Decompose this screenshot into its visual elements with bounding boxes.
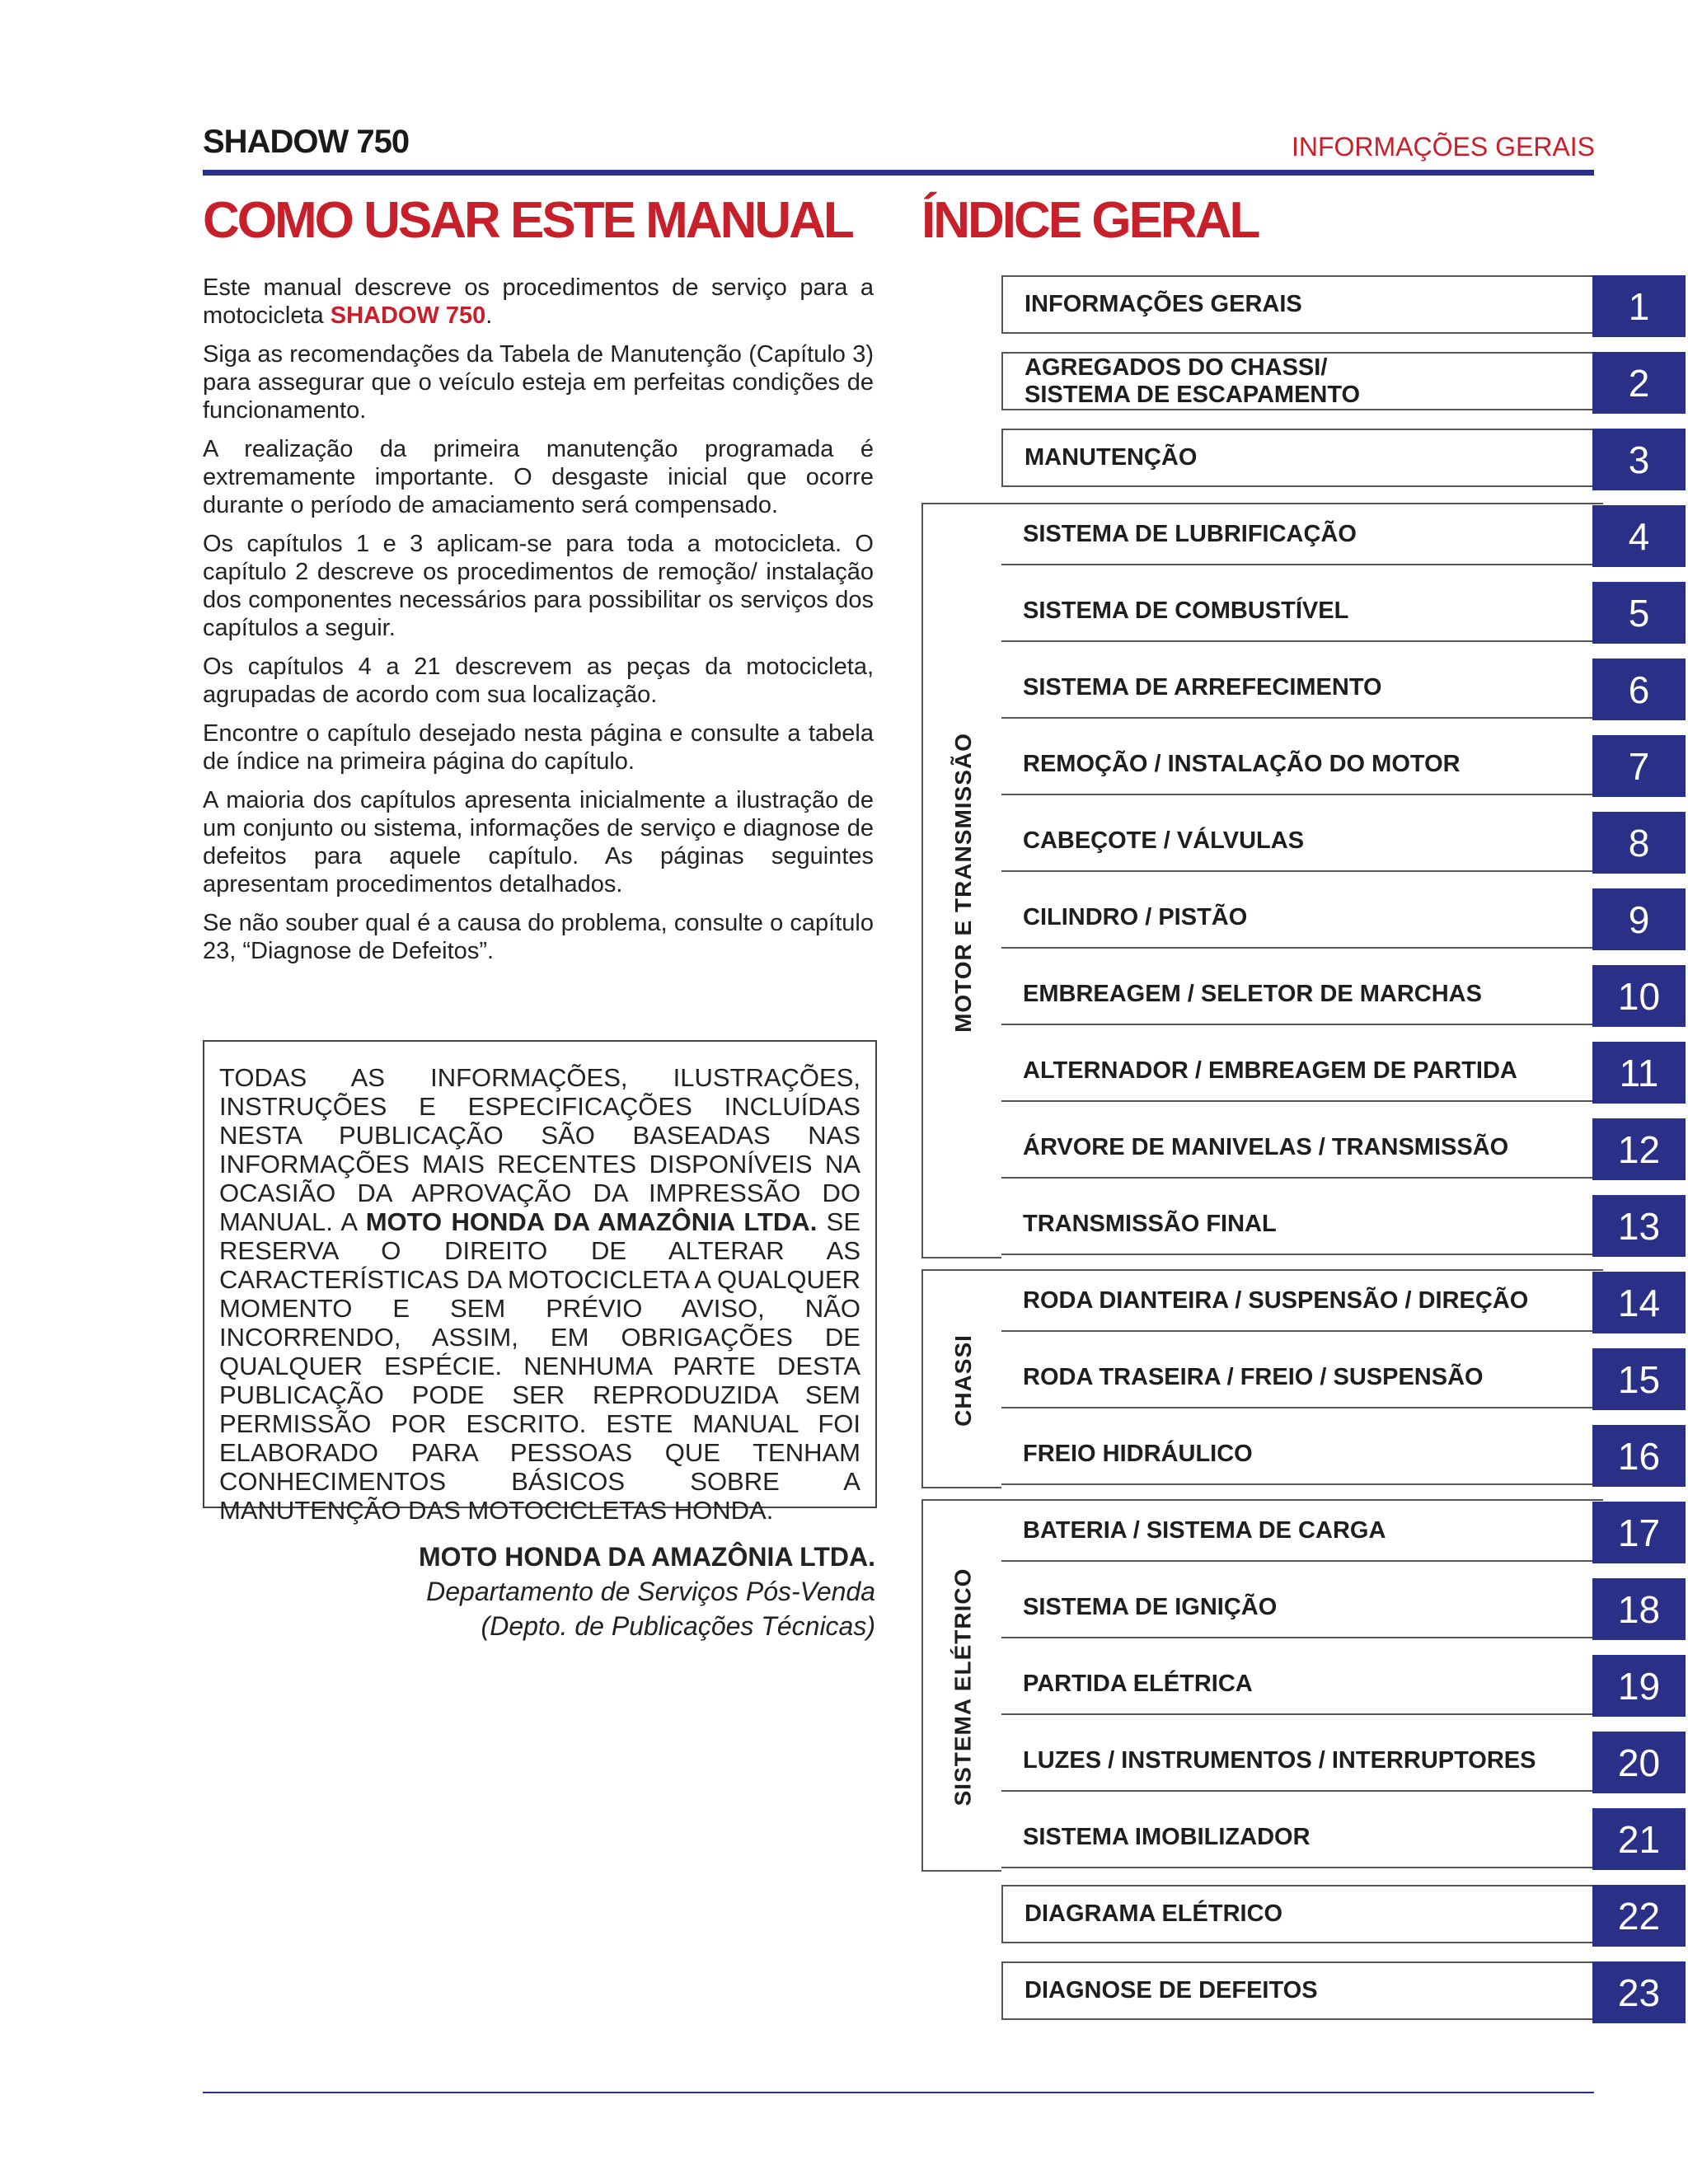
index-row-15[interactable] [1001,1348,1686,1410]
notice-text-1: TODAS AS INFORMAÇÕES, ILUSTRAÇÕES, INSTRUÇÕES E ESPECIFICAÇÕES INCLUÍDAS NESTA PUBLICAÇÃO SÃO BASEADAS NAS INFORMAÇÕES MAIS RECENTES DISPONÍVEIS NA OCASIÃO DA APROVAÇÃO DA IMPRESSÃO DO MANUAL. A [219,1063,860,1236]
index-label [1001,1578,1592,1638]
intro-paragraph [203,653,874,709]
chapter-number: 15 [1592,1348,1686,1410]
index-label-text: DIAGNOSE DE DEFEITOS [1025,1977,1318,2004]
signature [419,1540,875,1643]
intro-paragraph [203,340,874,424]
index-label [1001,1961,1592,2020]
index-row-9[interactable] [1001,888,1686,950]
header-model: SHADOW 750 [203,124,410,160]
index-label [1001,505,1592,565]
index-label [1001,1425,1592,1485]
index-row-2[interactable] [1001,352,1686,414]
index-row-8[interactable] [1001,812,1686,874]
chapter-number: 8 [1592,812,1686,874]
index-label [1001,1195,1592,1255]
group-label-text: CHASSI [950,1334,976,1427]
chapter-number: 1 [1592,275,1686,337]
index-label-text: SISTEMA DE ARREFECIMENTO [1023,674,1382,701]
index-row-4[interactable] [1001,505,1686,567]
index-row-19[interactable] [1001,1655,1686,1717]
index-label [1001,1348,1592,1408]
index-row-17[interactable] [1001,1502,1686,1563]
index-label-text: SISTEMA DE LUBRIFICAÇÃO [1023,521,1357,547]
chapter-number: 10 [1592,965,1686,1027]
chapter-number: 16 [1592,1425,1686,1487]
chapter-number: 9 [1592,888,1686,950]
chapter-number: 6 [1592,658,1686,720]
page-title-left: COMO USAR ESTE MANUAL [203,192,852,249]
group-frame [921,1269,1001,1488]
index-label [1001,1885,1592,1943]
index-label [1001,658,1592,719]
group-frame-top [921,1499,1603,1501]
index-label [1001,1655,1592,1715]
index-row-20[interactable] [1001,1732,1686,1793]
index-row-11[interactable] [1001,1042,1686,1104]
model-highlight: SHADOW 750 [330,302,486,329]
intro-paragraph-text: Encontre o capítulo desejado nesta página e consulte a tabela de índice na primeira página do capítulo. [203,720,874,775]
intro-paragraph [203,786,874,898]
group-frame-top [921,1269,1603,1271]
group-frame-top [921,503,1603,504]
index-row-18[interactable] [1001,1578,1686,1640]
index-label [1001,965,1592,1025]
intro-paragraph-text: Siga as recomendações da Tabela de Manutenção (Capítulo 3) para assegurar que o veículo esteja em perfeitas condições de funcionamento. [203,341,874,424]
index-label [1001,1042,1592,1102]
signature-subdept: (Depto. de Publicações Técnicas) [481,1611,875,1641]
index-label-text: SISTEMA DE IGNIÇÃO [1023,1594,1278,1620]
index-label-text: BATERIA / SISTEMA DE CARGA [1023,1517,1386,1544]
header-section: INFORMAÇÕES GERAIS [1291,132,1595,162]
chapter-number: 12 [1592,1118,1686,1180]
index-label-text: EMBREAGEM / SELETOR DE MARCHAS [1023,981,1482,1007]
index-label [1001,812,1592,872]
index-label [1001,1502,1592,1562]
header-rule [203,170,1594,176]
chapter-number: 20 [1592,1732,1686,1793]
chapter-number: 21 [1592,1808,1686,1870]
index-label [1001,1272,1592,1332]
chapter-number: 14 [1592,1272,1686,1333]
index-label-text: RODA DIANTEIRA / SUSPENSÃO / DIREÇÃO [1023,1287,1529,1314]
signature-dept: Departamento de Serviços Pós-Venda [426,1577,875,1606]
intro-paragraph-text: Se não souber qual é a causa do problema, consulte o capítulo 23, “Diagnose de Defeitos”. [203,910,874,964]
index-label-text: FREIO HIDRÁULICO [1023,1441,1253,1467]
intro-paragraph [203,909,874,965]
chapter-number: 11 [1592,1042,1686,1104]
index-label-text: ALTERNADOR / EMBREAGEM DE PARTIDA [1023,1057,1517,1084]
intro-paragraph-text: Os capítulos 1 e 3 aplicam-se para toda a motocicleta. O capítulo 2 descreve os procedimentos de remoção/ instalação dos componentes necessários para possibilitar os serviços dos capítulos a seguir. [203,531,874,641]
chapter-number: 5 [1592,582,1686,644]
index-row-7[interactable] [1001,735,1686,797]
index-row-6[interactable] [1001,658,1686,720]
index-row-22[interactable] [1001,1885,1686,1947]
chapter-number: 18 [1592,1578,1686,1640]
intro-text [203,274,874,976]
intro-paragraph [203,274,874,330]
intro-paragraph-text: A maioria dos capítulos apresenta inicialmente a ilustração de um conjunto ou sistema, informações de serviço e diagnose de defeitos para aquele capítulo. As páginas seguintes apresentam procedimentos detalhados. [203,787,874,898]
intro-paragraph-text: Este manual descreve os procedimentos de serviço para a motocicleta [203,274,874,329]
group-label [923,504,1003,1260]
intro-paragraph-text: A realização da primeira manutenção programada é extremamente importante. O desgaste inicial que ocorre durante o período de amaciamento será compensado. [203,436,874,518]
index-label [1001,1808,1592,1868]
index-row-23[interactable] [1001,1961,1686,2023]
index-row-3[interactable] [1001,429,1686,490]
index-label-text: ÁRVORE DE MANIVELAS / TRANSMISSÃO [1023,1134,1509,1160]
chapter-number: 4 [1592,505,1686,567]
group-label [923,1501,1003,1873]
index-label [1001,1732,1592,1792]
index-label-text: AGREGADOS DO CHASSI/ SISTEMA DE ESCAPAMENTO [1025,354,1361,408]
index-label-text: TRANSMISSÃO FINAL [1023,1211,1277,1237]
index-label-text: SISTEMA DE COMBUSTÍVEL [1023,598,1349,624]
chapter-number: 3 [1592,429,1686,490]
group-frame [921,503,1001,1258]
index-row-12[interactable] [1001,1118,1686,1180]
notice-company: MOTO HONDA DA AMAZÔNIA LTDA. [365,1207,818,1236]
intro-paragraph [203,530,874,642]
index-label [1001,1118,1592,1179]
intro-paragraph [203,719,874,776]
index-label-text: CABEÇOTE / VÁLVULAS [1023,827,1305,854]
index-label [1001,735,1592,795]
index-label [1001,275,1592,334]
chapter-number: 23 [1592,1961,1686,2023]
group-label [923,1271,1003,1490]
index-label-text: REMOÇÃO / INSTALAÇÃO DO MOTOR [1023,751,1461,777]
index-label-text: RODA TRASEIRA / FREIO / SUSPENSÃO [1023,1364,1484,1390]
index-label-text: LUZES / INSTRUMENTOS / INTERRUPTORES [1023,1747,1536,1774]
chapter-number: 2 [1592,352,1686,414]
index-row-10[interactable] [1001,965,1686,1027]
chapter-number: 22 [1592,1885,1686,1947]
chapter-number: 17 [1592,1502,1686,1563]
index-label [1001,352,1592,410]
index-row-14[interactable] [1001,1272,1686,1333]
index-row-13[interactable] [1001,1195,1686,1257]
intro-paragraph [203,435,874,519]
chapter-number: 19 [1592,1655,1686,1717]
index-label-text: PARTIDA ELÉTRICA [1023,1671,1253,1697]
index-label-text: INFORMAÇÕES GERAIS [1025,291,1302,317]
index-label-text: MANUTENÇÃO [1025,444,1198,471]
page-title-right: ÍNDICE GERAL [921,192,1259,249]
group-frame [921,1499,1001,1872]
group-label-text: SISTEMA ELÉTRICO [950,1568,976,1807]
signature-company: MOTO HONDA DA AMAZÔNIA LTDA. [418,1542,875,1572]
index-label-text: CILINDRO / PISTÃO [1023,904,1248,930]
footer-rule [203,2092,1594,2093]
index-label-text: SISTEMA IMOBILIZADOR [1023,1824,1311,1850]
index-label [1001,582,1592,642]
notice-box [203,1040,877,1525]
intro-paragraph-text: Os capítulos 4 a 21 descrevem as peças da motocicleta, agrupadas de acordo com sua localização. [203,654,874,708]
index-label-text: DIAGRAMA ELÉTRICO [1025,1900,1283,1927]
group-label-text: MOTOR E TRANSMISSÃO [950,732,976,1033]
notice-text-2: SE RESERVA O DIREITO DE ALTERAR AS CARACTERÍSTICAS DA MOTOCICLETA A QUALQUER MOMENTO E SEM PRÉVIO AVISO, NÃO INCORRENDO, ASSIM, EM OBRIGAÇÕES DE QUALQUER ESPÉCIE. NENHUMA PARTE DESTA PUBLICAÇÃO PODE SER REPRODUZIDA SEM PERMISSÃO POR ESCRITO. ESTE MANUAL FOI ELABORADO PARA PESSOAS QUE TENHAM CONHECIMENTOS BÁSICOS SOBRE A MANUTENÇÃO DAS MOTOCICLETAS HONDA. [219,1207,860,1525]
intro-paragraph-end: . [485,302,493,329]
chapter-number: 7 [1592,735,1686,797]
index-label [1001,888,1592,949]
chapter-number: 13 [1592,1195,1686,1257]
index-row-5[interactable] [1001,582,1686,644]
index-row-21[interactable] [1001,1808,1686,1870]
index-row-16[interactable] [1001,1425,1686,1487]
index-label [1001,429,1592,487]
index-row-1[interactable] [1001,275,1686,337]
